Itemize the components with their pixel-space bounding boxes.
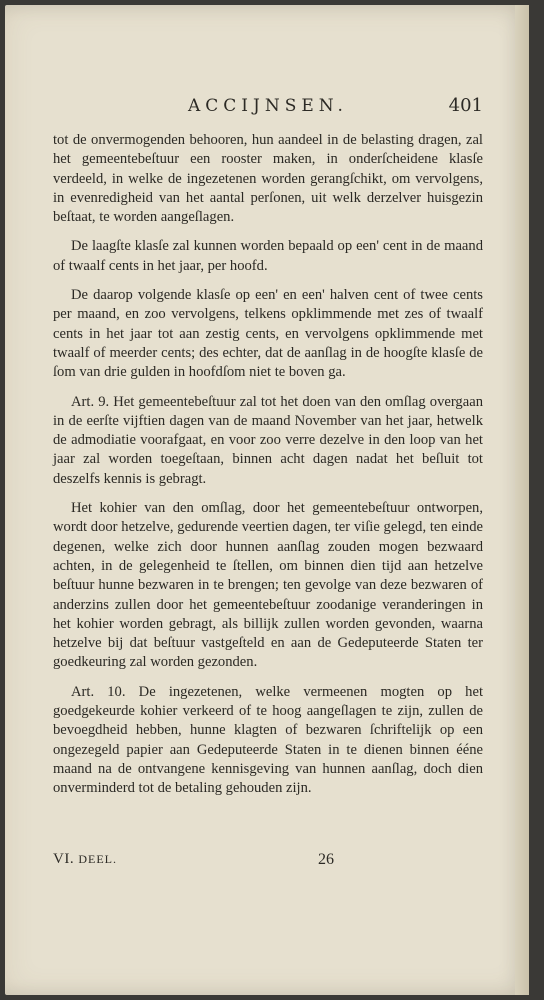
paragraph-kohier: Het kohier van den omſlag, door het gemeentebeſtuur ontworpen, wordt door hetzelve, gedurende veertien dagen, ter viſie gelegd, ten einde degenen, welke zich door hunnen aanſlag zouden mogen bezwaard achten, in de gelegenheid te ſtellen, om binnen dien tijd aan hetzelve beſtuur hunne bezwaren in te brengen; ten gevolge van deze bezwaren of anderzins zullen door het gemeentebeſtuur zoodanige veranderingen in het kohier worden gebragt, als billijk zullen worden gevonden, waarna hetzelve bij dat beſtuur vastgeſteld en aan de Gedeputeerde Staten ter goedkeuring zal worden gezonden. [53,500,483,671]
book-page [5,5,529,995]
article-10: Art. 10. De ingezetenen, welke vermeenen mogten op het goedgekeurde kohier verkeerd of te hoog aangeſlagen te zijn, zullen de bevoegdheid hebben, hunne klagten of bezwaren ſchriftelijk op een ongezegeld papier aan Gedeputeerde Staten in te dienen binnen ééne maand na de ontvangene kennisgeving van hunnen aanſlag, doch dien onverminderd tot de betaling gehouden zijn. [53,683,483,797]
page-footer [53,851,483,875]
paragraph-continued: tot de onvermogenden behooren, hun aandeel in de belasting dragen, zal het gemeentebeſtuur een rooster maken, in onderſcheidene klasſe verdeeld, in welke de ingezetenen worden gerangſchikt, om vervolgens, in evenredigheid van het aantal perſonen, uit welk derzelver huisgezin beſtaat, te worden aangeſlagen. [53,132,483,226]
page-edge [515,5,529,995]
paragraph-lowest-class: De laagſte klasſe zal kunnen worden bepaald op een' cent in de maand of twaalf cents in het jaar, per hoofd. [53,238,483,274]
page-header [53,93,483,123]
paragraph-next-class: De daarop volgende klasſe op een' en een' halven cent of twee cents per maand, en zoo vervolgens, telkens opklimmende met zes of twaalf cents in het jaar tot aan zestig cents, en vervolgens opklimmende met twaalf of meerder cents; des echter, dat de aanſlag in de hoogſte klasſe de ſom van drie gulden in hoofdſom niet te boven ga. [53,287,483,381]
signature-volume: VI. [53,851,75,867]
running-title: ACCIJNSEN. [188,96,348,116]
body-text [53,131,483,809]
folio-number: 26 [318,851,334,868]
signature-mark [53,851,117,868]
page-number: 401 [448,95,483,116]
signature-word: DEEL. [78,852,117,866]
article-9: Art. 9. Het gemeentebeſtuur zal tot het doen van den omſlag overgaan in de eerſte vijftien dagen van de maand November van het jaar, hetwelk de admodiatie voorafgaat, en voor zoo verre dezelve in den loop van het jaar zal worden toegeſtaan, binnen acht dagen nadat het beſluit tot deszelfs kennis is gebragt. [53,393,483,487]
